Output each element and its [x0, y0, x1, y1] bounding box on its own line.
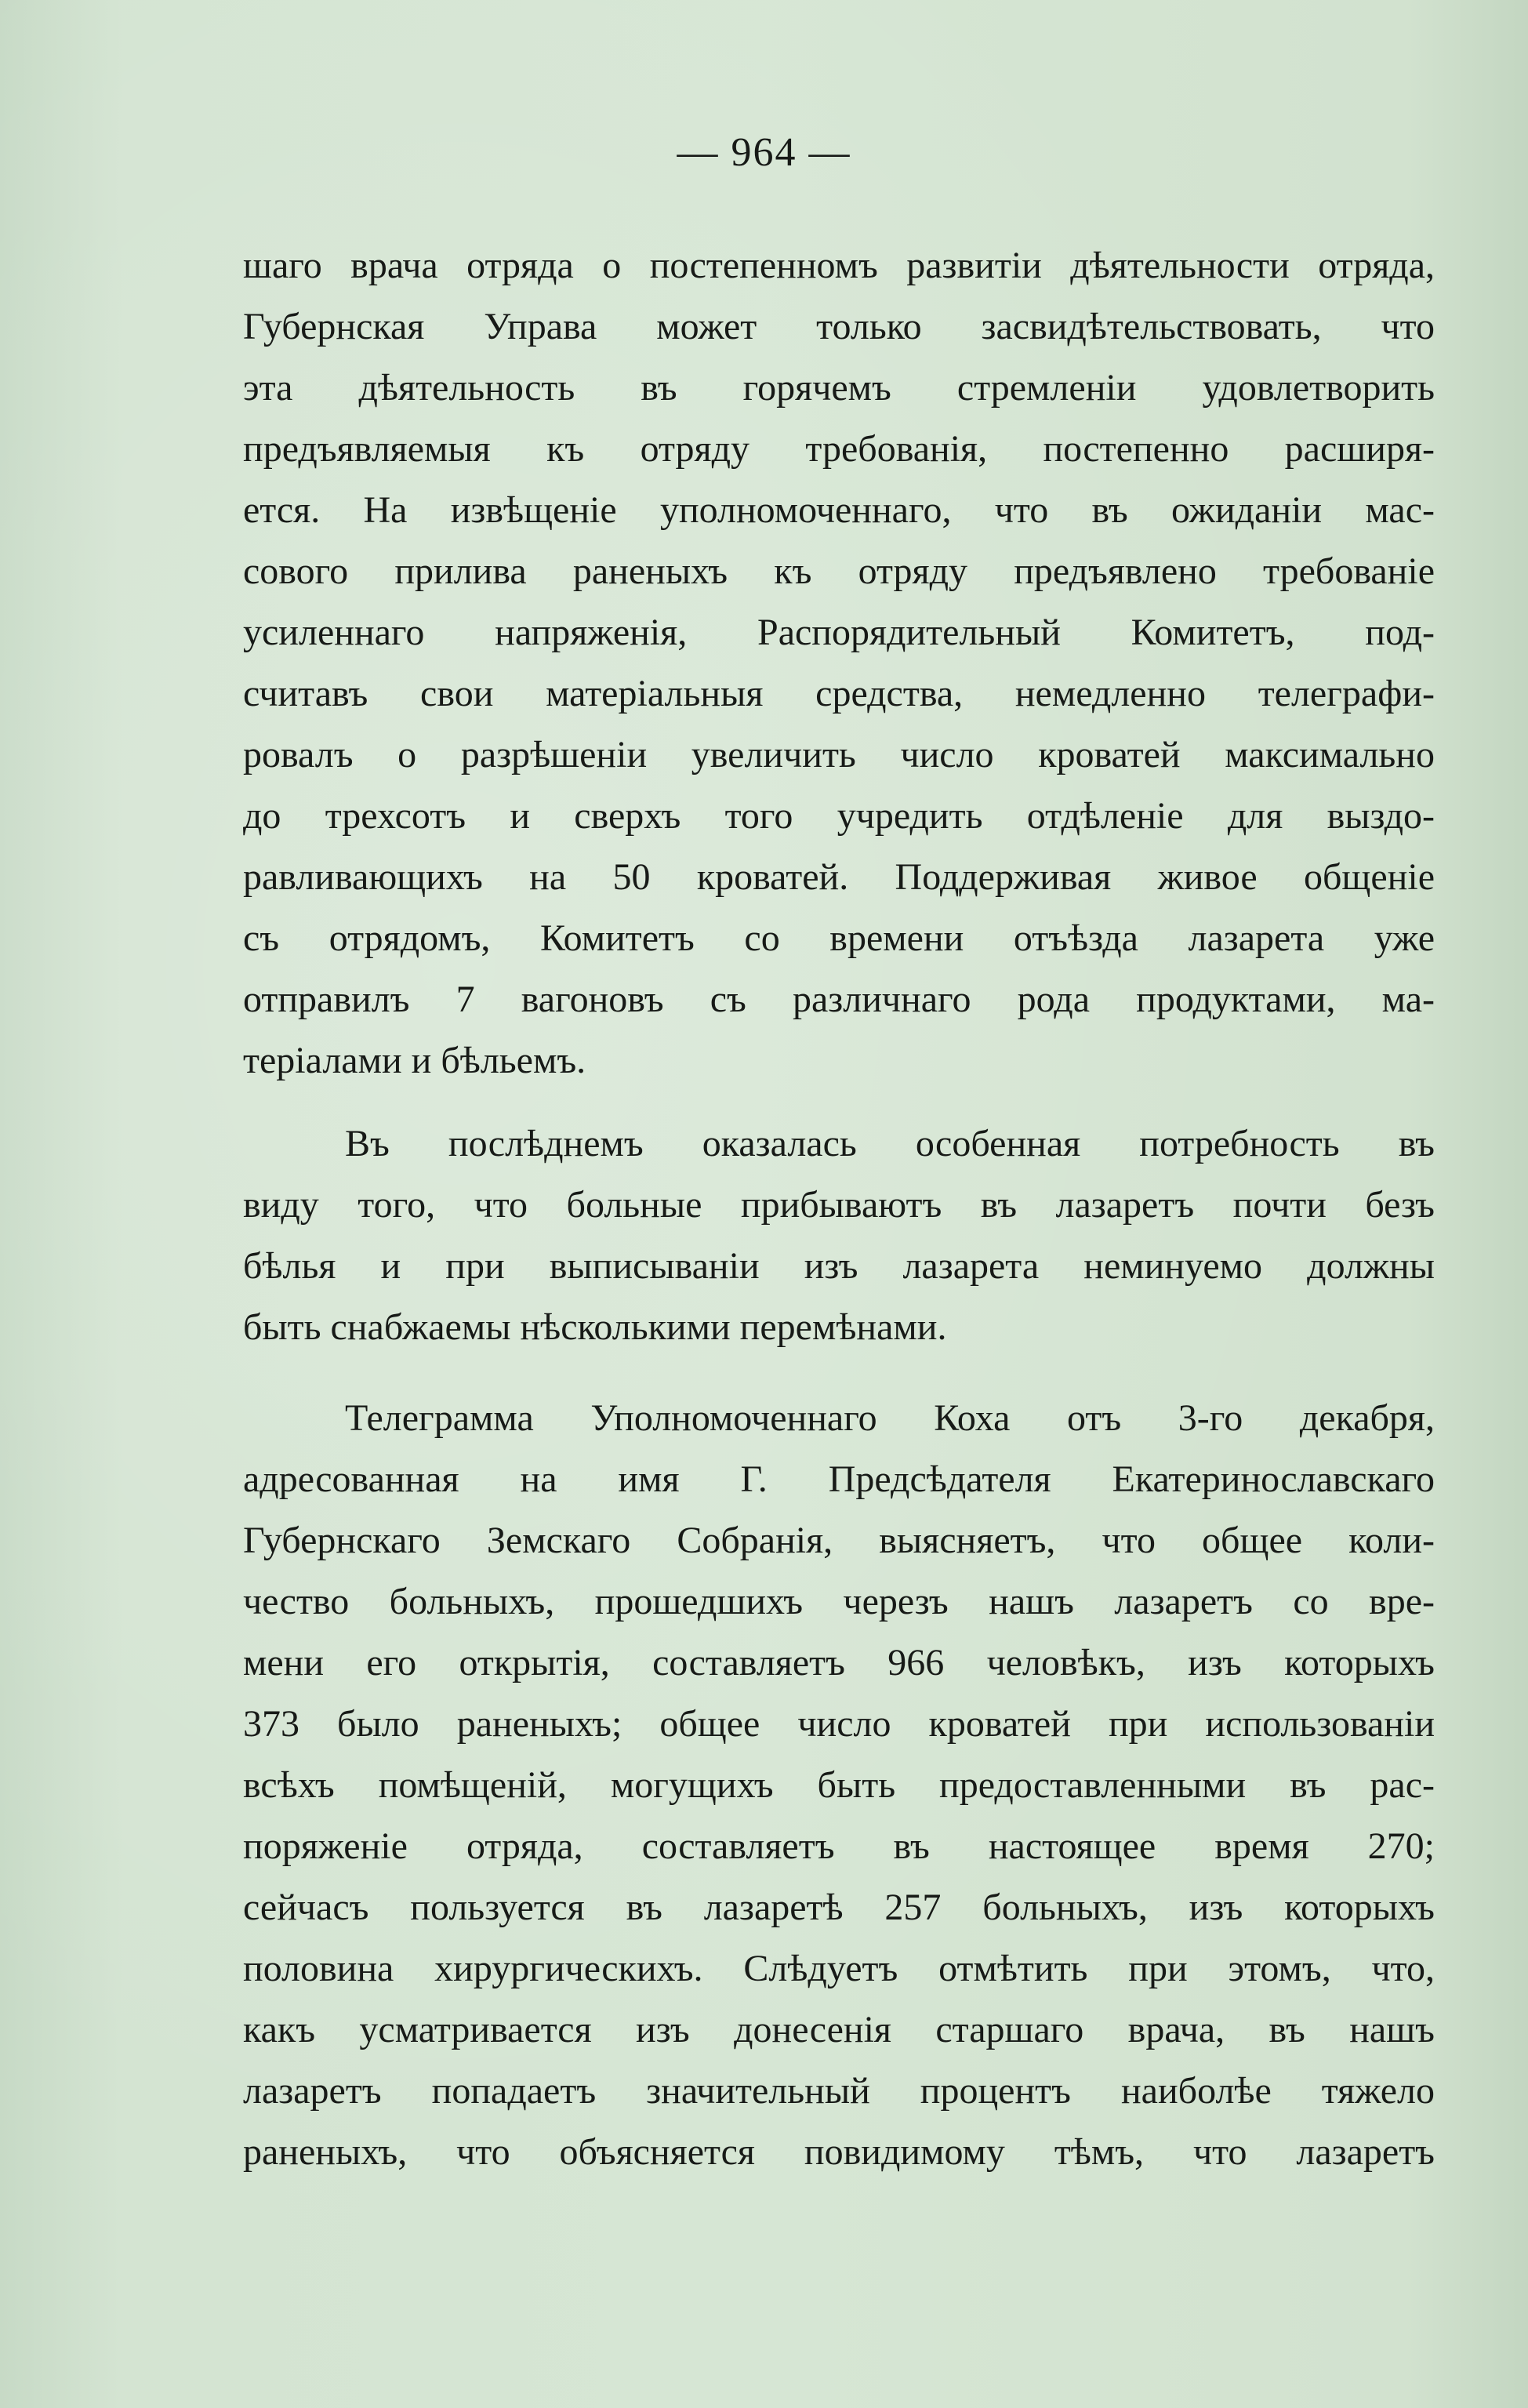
page-number: — 964 — — [677, 130, 851, 175]
text-line: адресованная на имя Г. Предсѣдателя Екатеринославскаго — [243, 1458, 1435, 1500]
text-line: ется. На извѣщеніе уполномоченнаго, что въ ожиданіи мас- — [243, 489, 1435, 531]
text-line: какъ усматривается изъ донесенія старшаго врача, въ нашъ — [243, 2009, 1435, 2050]
paragraph-1 — [243, 235, 1435, 1091]
text-line: шаго врача отряда о постепенномъ развитіи дѣятельности отряда, — [243, 245, 1435, 286]
text-line: съ отрядомъ, Комитетъ со времени отъѣзда лазарета уже — [243, 917, 1435, 959]
paragraph-3 — [243, 1388, 1435, 2183]
text-line: раненыхъ, что объясняется повидимому тѣмъ, что лазаретъ — [243, 2131, 1435, 2173]
text-line: Телеграмма Уполномоченнаго Коха отъ 3-го декабря, — [345, 1397, 1435, 1439]
text-line: сового прилива раненыхъ къ отряду предъявлено требованіе — [243, 550, 1435, 592]
text-line: считавъ свои матеріальныя средства, немедленно телеграфи- — [243, 673, 1435, 714]
text-line: половина хирургическихъ. Слѣдуетъ отмѣтить при этомъ, что, — [243, 1948, 1435, 1989]
text-line: бѣлья и при выписываніи изъ лазарета неминуемо должны — [243, 1245, 1435, 1287]
text-line: чество больныхъ, прошедшихъ черезъ нашъ лазаретъ со вре- — [243, 1581, 1435, 1622]
text-line: мени его открытія, составляетъ 966 человѣкъ, изъ которыхъ — [243, 1642, 1435, 1683]
text-line: виду того, что больные прибываютъ въ лазаретъ почти безъ — [243, 1184, 1435, 1226]
text-line: Въ послѣднемъ оказалась особенная потребность въ — [345, 1123, 1435, 1164]
text-line: отправилъ 7 вагоновъ съ различнаго рода продуктами, ма- — [243, 979, 1435, 1020]
text-line: Губернская Управа может только засвидѣтельствовать, что — [243, 306, 1435, 347]
text-line: поряженіе отряда, составляетъ въ настоящее время 270; — [243, 1825, 1435, 1867]
text-line: сейчасъ пользуется въ лазаретѣ 257 больныхъ, изъ которыхъ — [243, 1887, 1435, 1928]
text-line: всѣхъ помѣщеній, могущихъ быть предоставленными въ рас- — [243, 1764, 1435, 1806]
text-line: лазаретъ попадаетъ значительный процентъ наиболѣе тяжело — [243, 2070, 1435, 2112]
text-line: ровалъ о разрѣшеніи увеличить число кроватей максимально — [243, 734, 1435, 775]
text-line: 373 было раненыхъ; общее число кроватей при использованіи — [243, 1703, 1435, 1745]
text-line: Губернскаго Земскаго Собранія, выясняетъ, что общее коли- — [243, 1520, 1435, 1561]
text-line: усиленнаго напряженія, Распорядительный Комитетъ, под- — [243, 612, 1435, 653]
text-line: эта дѣятельность въ горячемъ стремленіи удовлетворить — [243, 367, 1435, 409]
text-line: теріалами и бѣльемъ. — [243, 1040, 586, 1081]
text-line: до трехсотъ и сверхъ того учредить отдѣленіе для выздо- — [243, 795, 1435, 837]
text-line: быть снабжаемы нѣсколькими перемѣнами. — [243, 1306, 947, 1348]
text-line: предъявляемыя къ отряду требованія, постепенно расширя- — [243, 428, 1435, 470]
text-line: равливающихъ на 50 кроватей. Поддерживая живое общеніе — [243, 856, 1435, 898]
paragraph-2 — [243, 1113, 1435, 1358]
